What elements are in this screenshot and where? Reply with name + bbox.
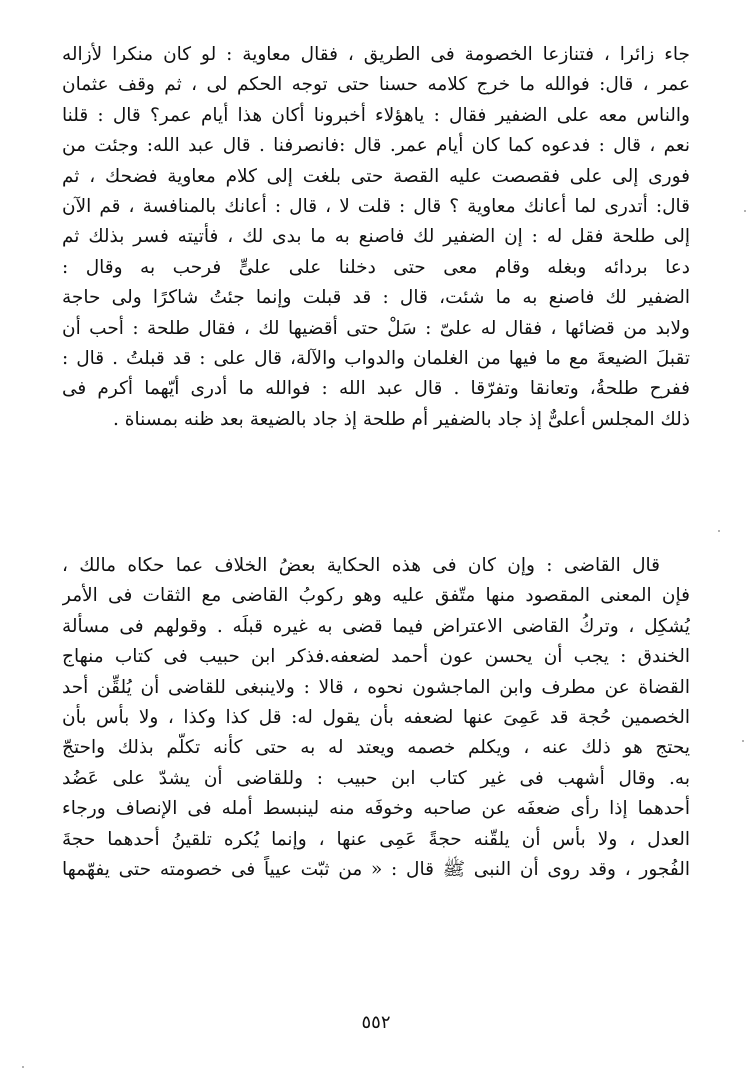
text-line: دعا بردائه وبغله وقام معى حتى دخلنا على علىٍّ فرحب به وقال : [62,256,690,278]
paragraph-1 [62,40,690,435]
scan-speck [22,1066,24,1068]
paragraph-2 [62,551,690,885]
text-line: قال القاضى : وإن كان فى هذه الحكاية بعضُ الخلاف عما حكاه مالك ، [62,555,660,576]
text-line: به. وقال أشهب فى غير كتاب ابن حبيب : وللقاضى أن يشدّ على عَضُد [62,767,690,789]
text-line: إلى طلحة فقل له : إن الضفير لك فاصنع به ما بدى لك ، فأتيته فسر بذلك ثم [62,226,690,248]
text-line: يُشكِل ، وتركُ القاضى الاعتراض فيما قضى به غيره قبلَه . وقولهم فى مسألة [62,615,690,637]
text-line: القضاة عن مطرف وابن الماجشون نحوه ، قالا : ولاينبغى للقاضى أن يُلقِّن أحد [62,676,690,698]
text-line: فإن المعنى المقصود منها متّفق عليه وهو ركوبُ القاضى مع الثقات فى الأمر [62,585,690,607]
text-line: ذلك المجلس أعلىٌّ إذ جاد بالضفير أم طلحة إذ جاد بالضيعة بعد ظنه بمسناة . [113,408,690,430]
text-line: تقبلَ الضيعةَ مع ما فيها من الغلمان والدواب والآلة، قال على : قد قبلتُ . قال : [62,347,690,369]
text-line: جاء زائرا ، فتنازعا الخصومة فى الطريق ، فقال معاوية : لو كان منكرا لأزاله [62,44,690,65]
text-line: فورى إلى على فقصصت عليه القصة حتى بلغت إلى كلام معاوية فضحك ، ثم [62,165,690,187]
scan-speck [742,740,744,742]
text-line: الخصمين حُجة قد عَمِىَ عنها لضعفه بأن يقول له: قل كذا وكذا ، ولا بأس بأن [62,706,690,728]
page-number: ٥٥٢ [361,1012,391,1033]
text-line: أحدهما إذا رأى ضعفَه عن صاحبه وخوفَه منه لينبسط أمله فى الإنصاف ورجاء [62,798,690,820]
text-line: ولابد من قضائها ، فقال له علىّ : سَلْ حتى أقضيها لك ، فقال طلحة : أحب أن [62,317,690,339]
text-line: العدل ، ولا بأس أن يلقّنه حجةً عَمِى عنها ، وإنما يُكره تلقينُ أحدهما حجةَ [62,828,690,850]
scan-speck [744,210,746,212]
text-line: يحتج هو ذلك عنه ، ويكلم خصمه ويعتد له به حتى كأنه تكلّم بذلك واحتجّ [62,737,690,759]
text-line: ففرح طلحةُ، وتعانقا وتفرّقا . قال عبد الله : فوالله ما أدرى أيّهما أكرم فى [62,378,690,400]
text-line: عمر ، قال: فوالله ما خرج كلامه حسنا حتى توجه الحكم لى ، ثم وقف عثمان [62,74,690,96]
scan-speck [718,530,720,532]
text-line: والناس معه على الضفير فقال : ياهؤلاء أخبرونا أكان هذا أيام عمر؟ قال : قلنا [62,104,690,126]
text-line: الخندق : يجب أن يحسن عون أحمد لضعفه.فذكر ابن حبيب فى كتاب منهاج [62,646,690,668]
text-line: الفُجور ، وقد روى أن النبى ﷺ قال : « من ثبّت عيياً فى خصومته حتى يفهّمها [62,858,690,880]
text-line: الضفير لك فاصنع به ما شئت، قال : قد قبلت وإنما جئتُ شاكرًا ولى حاجة [62,287,690,309]
text-line: نعم ، قال : فدعوه كما كان أيام عمر. قال :فانصرفنا . قال عبد الله: وجئت من [62,135,690,157]
text-line: قال: أتدرى لما أعانك معاوية ؟ قال : قلت لا ، قال : أعانك بالمنافسة ، قم الآن [62,195,690,217]
